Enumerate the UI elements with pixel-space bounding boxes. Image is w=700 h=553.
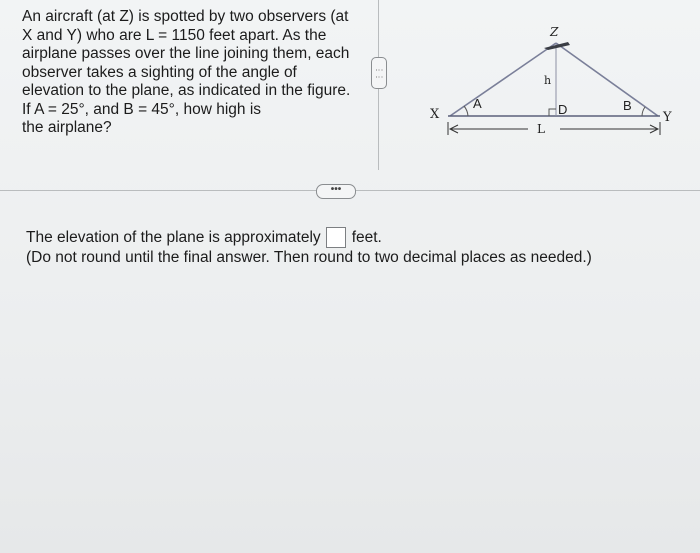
label-h: h [544, 74, 552, 87]
answer-suffix: feet. [351, 228, 382, 246]
label-y: Y [663, 110, 672, 125]
angle-b-arc [642, 107, 645, 116]
problem-line: the airplane? [22, 119, 112, 136]
problem-line: airplane passes over the line joining them, each [22, 45, 350, 62]
angle-a-arc [464, 106, 468, 116]
side-zy [556, 43, 658, 116]
answer-line [26, 227, 592, 248]
problem-line: observer takes a sighting of the angle of [22, 63, 297, 81]
more-options-button[interactable]: ••• [316, 184, 356, 199]
label-b: B [623, 98, 632, 113]
answer-input[interactable] [326, 227, 346, 248]
right-angle-marker [549, 109, 556, 116]
problem-line: If A = 25°, and B = 45°, how high is [22, 100, 262, 118]
label-z: Z [550, 25, 559, 39]
label-x: X [430, 107, 440, 122]
triangle-figure [410, 18, 680, 153]
rounding-instruction: (Do not round until the final answer. Then round to two decimal places as needed.) [26, 249, 592, 266]
label-l: L [537, 122, 545, 136]
problem-line: elevation to the plane, as indicated in the figure. [22, 82, 351, 99]
answer-prefix: The elevation of the plane is approximately [26, 228, 321, 246]
label-a: A [473, 96, 482, 111]
answer-section [26, 227, 592, 268]
side-xz [450, 43, 556, 116]
problem-line: An aircraft (at Z) is spotted by two observers (at [22, 8, 349, 25]
problem-statement [22, 8, 367, 138]
problem-line: X and Y) who are L = 1150 feet apart. As the [22, 26, 327, 44]
label-d: D [558, 102, 568, 117]
resize-handle[interactable]: ⋮⋮ [371, 57, 387, 89]
